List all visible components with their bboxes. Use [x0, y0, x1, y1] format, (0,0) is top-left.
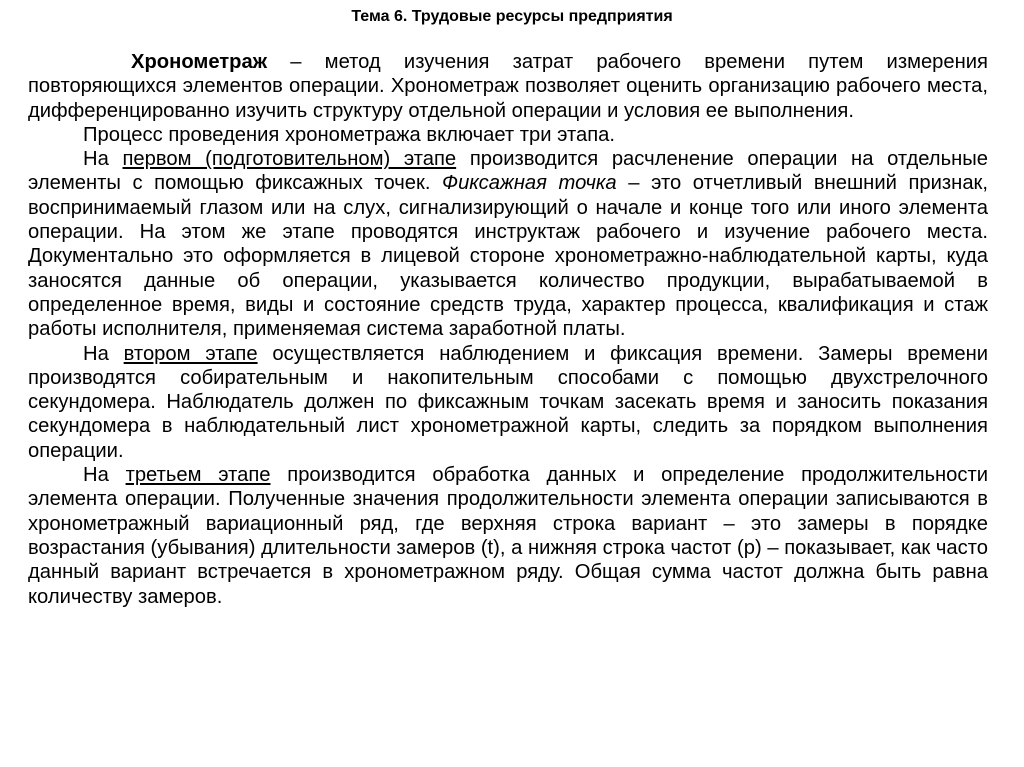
stage-one-lead: На — [83, 148, 123, 171]
paragraph-stage-two — [28, 342, 988, 463]
stage-two-label: втором этапе — [123, 342, 258, 365]
paragraph-stages-intro — [28, 123, 988, 147]
stages-intro-text: Процесс проведения хронометража включает три этапа. — [83, 123, 616, 146]
term-fiksazhnaya-tochka: Фиксажная точка — [442, 172, 617, 195]
term-khronometrazh: Хронометраж — [131, 51, 268, 73]
paragraph-definition — [28, 50, 988, 123]
stage-two-text: осуществляется наблюдением и фиксация времени. Замеры времени производятся собирательным и накопительным способами с помощью двухстрелочного секундомера. Наблюдатель должен по фиксажным точкам засекать время и заносить показания секундомера в наблюдательный лист хронометражной карты, следить за порядком выполнения операции. — [28, 342, 988, 462]
slide-title: Тема 6. Трудовые ресурсы предприятия — [351, 8, 673, 25]
body-text — [28, 50, 988, 609]
paragraph-stage-three — [28, 463, 988, 609]
stage-one-label: первом (подготовительном) этапе — [122, 148, 457, 171]
stage-two-lead: На — [83, 342, 124, 365]
stage-one-text-continued: – это отчетливый внешний признак, воспринимаемый глазом или на слух, сигнализирующий о начале и конце того или иного элемента операции. На этом же этапе проводятся инструктаж рабочего и изучение рабочего места. Документально это оформляется в лицевой стороне хронометражно-наблюдательной карты, куда заносятся данные об операции, указывается количество продукции, вырабатываемой в определенное время, виды и состояние средств труда, характер процесса, квалификация и стаж работы исполнителя, применяемая система заработной платы. — [28, 172, 988, 341]
definition-text: – метод изучения затрат рабочего времени путем измерения повторяющихся элементов операции. Хронометраж позволяет оценить организацию рабочего места, дифференцированно изучить структуру отдельной операции и условия ее выполнения. — [28, 51, 988, 122]
stage-one-text: производится расчленение операции на отдельные элементы с помощью фиксажных точек. — [28, 148, 988, 195]
stage-three-lead: На — [83, 464, 126, 487]
stage-three-label: третьем этапе — [125, 464, 271, 487]
stage-three-text: производится обработка данных и определение продолжительности элемента операции. Полученные значения продолжительности элемента операции записываются в хронометражный вариационный ряд, где верхняя строка вариант – это замеры в порядке возрастания (убывания) длительности замеров (t), а нижняя строка частот (p) – показывает, как часто данный вариант встречается в хронометражном ряду. Общая сумма частот должна быть равна количеству замеров. — [28, 464, 989, 608]
paragraph-stage-one — [28, 147, 988, 341]
